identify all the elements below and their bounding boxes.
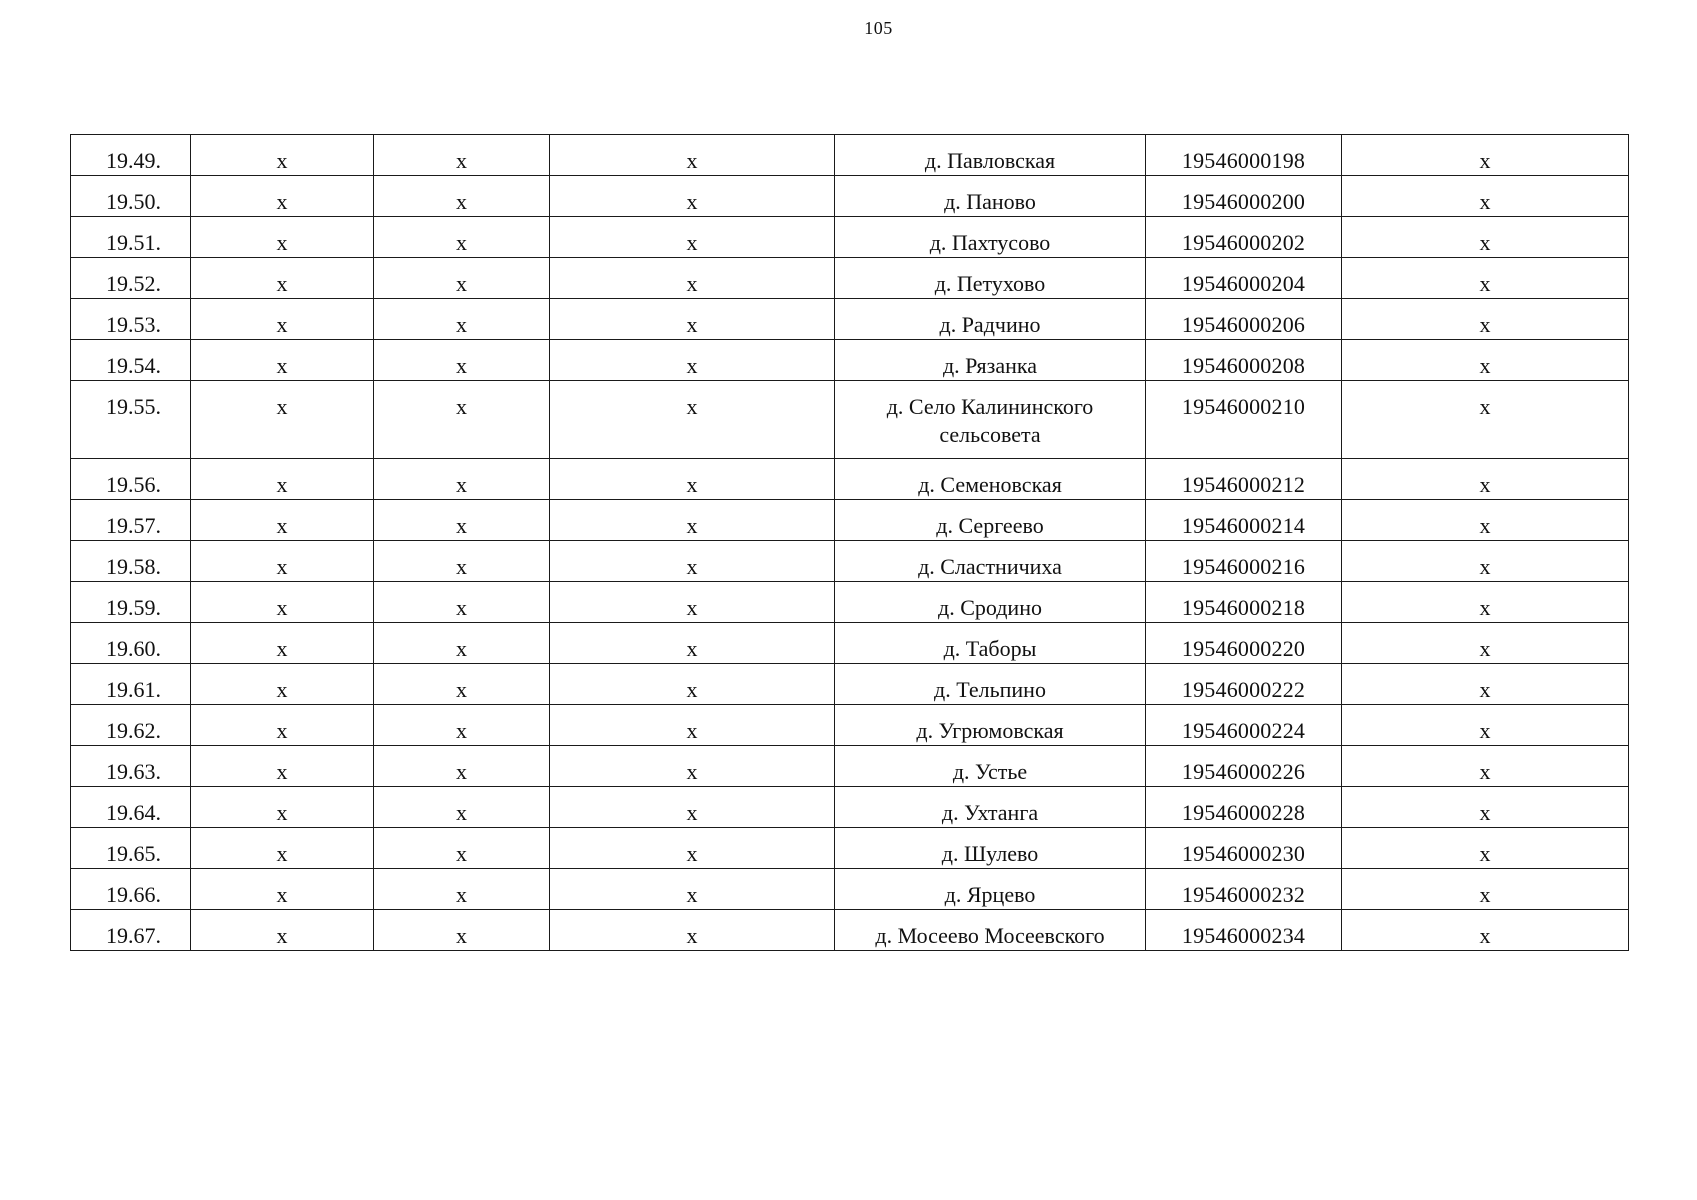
table-row [71,340,1629,381]
cell-col7: х [1342,135,1629,176]
table-row [71,135,1629,176]
cell-col3: х [374,500,550,541]
cell-col7: х [1342,828,1629,869]
cell-col3: х [374,340,550,381]
table-row [71,623,1629,664]
cell-col3: х [374,541,550,582]
table-row [71,869,1629,910]
table-row [71,258,1629,299]
settlement-name: д. Петухово [835,258,1146,299]
row-number: 19.53. [71,299,191,340]
row-number: 19.49. [71,135,191,176]
settlement-name: д. Пахтусово [835,217,1146,258]
oktmo-code: 19546000200 [1146,176,1342,217]
cell-col2: х [191,746,374,787]
oktmo-code: 19546000210 [1146,381,1342,459]
cell-col7: х [1342,746,1629,787]
settlements-table [70,134,1628,951]
cell-col2: х [191,340,374,381]
oktmo-code: 19546000198 [1146,135,1342,176]
row-number: 19.67. [71,910,191,951]
cell-col7: х [1342,910,1629,951]
cell-col4: х [550,381,835,459]
cell-col2: х [191,828,374,869]
row-number: 19.62. [71,705,191,746]
oktmo-code: 19546000216 [1146,541,1342,582]
row-number: 19.59. [71,582,191,623]
oktmo-code: 19546000218 [1146,582,1342,623]
table-row [71,381,1629,459]
settlement-name: д. Семеновская [835,459,1146,500]
settlement-name: д. Ухтанга [835,787,1146,828]
settlement-name: д. Устье [835,746,1146,787]
cell-col4: х [550,299,835,340]
settlement-name: д. Мосеево Мосеевского [835,910,1146,951]
settlement-name: д. Сергеево [835,500,1146,541]
table-row [71,828,1629,869]
cell-col4: х [550,258,835,299]
table-row [71,746,1629,787]
cell-col4: х [550,787,835,828]
cell-col4: х [550,500,835,541]
settlement-name: д. Радчино [835,299,1146,340]
cell-col7: х [1342,541,1629,582]
oktmo-code: 19546000234 [1146,910,1342,951]
cell-col2: х [191,258,374,299]
cell-col4: х [550,664,835,705]
cell-col4: х [550,176,835,217]
cell-col3: х [374,459,550,500]
table-row [71,582,1629,623]
cell-col4: х [550,828,835,869]
oktmo-code: 19546000220 [1146,623,1342,664]
cell-col3: х [374,176,550,217]
oktmo-code: 19546000222 [1146,664,1342,705]
oktmo-code: 19546000214 [1146,500,1342,541]
cell-col3: х [374,869,550,910]
row-number: 19.65. [71,828,191,869]
cell-col7: х [1342,299,1629,340]
cell-col7: х [1342,869,1629,910]
cell-col4: х [550,459,835,500]
cell-col2: х [191,299,374,340]
cell-col2: х [191,135,374,176]
row-number: 19.57. [71,500,191,541]
cell-col7: х [1342,381,1629,459]
cell-col4: х [550,746,835,787]
oktmo-code: 19546000230 [1146,828,1342,869]
table-body [71,135,1629,951]
cell-col3: х [374,910,550,951]
oktmo-code: 19546000232 [1146,869,1342,910]
cell-col4: х [550,340,835,381]
oktmo-code: 19546000212 [1146,459,1342,500]
row-number: 19.60. [71,623,191,664]
cell-col3: х [374,299,550,340]
cell-col4: х [550,705,835,746]
settlement-name: д. Таборы [835,623,1146,664]
row-number: 19.58. [71,541,191,582]
table-row [71,541,1629,582]
cell-col2: х [191,381,374,459]
row-number: 19.66. [71,869,191,910]
table-row [71,500,1629,541]
cell-col2: х [191,623,374,664]
table-row [71,787,1629,828]
table-row [71,176,1629,217]
cell-col7: х [1342,582,1629,623]
row-number: 19.64. [71,787,191,828]
table-row [71,459,1629,500]
cell-col3: х [374,705,550,746]
settlement-name: д. Шулево [835,828,1146,869]
settlement-name: д. Павловская [835,135,1146,176]
cell-col3: х [374,135,550,176]
settlement-name: д. Рязанка [835,340,1146,381]
row-number: 19.61. [71,664,191,705]
cell-col7: х [1342,340,1629,381]
cell-col2: х [191,869,374,910]
cell-col7: х [1342,623,1629,664]
table-row [71,705,1629,746]
oktmo-code: 19546000206 [1146,299,1342,340]
cell-col3: х [374,664,550,705]
settlement-name: д. Ярцево [835,869,1146,910]
oktmo-code: 19546000224 [1146,705,1342,746]
cell-col4: х [550,869,835,910]
cell-col4: х [550,582,835,623]
settlement-name: д. Угрюмовская [835,705,1146,746]
table-row [71,217,1629,258]
cell-col2: х [191,500,374,541]
cell-col2: х [191,910,374,951]
settlement-name: д. Село Калининского сельсовета [835,381,1146,459]
cell-col7: х [1342,664,1629,705]
cell-col3: х [374,787,550,828]
cell-col3: х [374,258,550,299]
oktmo-code: 19546000204 [1146,258,1342,299]
settlement-name: д. Сродино [835,582,1146,623]
cell-col2: х [191,459,374,500]
settlement-name: д. Тельпино [835,664,1146,705]
settlement-name: д. Паново [835,176,1146,217]
cell-col3: х [374,828,550,869]
table-row [71,299,1629,340]
cell-col7: х [1342,176,1629,217]
cell-col2: х [191,176,374,217]
cell-col2: х [191,705,374,746]
oktmo-code: 19546000226 [1146,746,1342,787]
cell-col7: х [1342,787,1629,828]
cell-col2: х [191,541,374,582]
row-number: 19.55. [71,381,191,459]
row-number: 19.50. [71,176,191,217]
cell-col2: х [191,664,374,705]
cell-col7: х [1342,258,1629,299]
page-number: 105 [864,18,893,38]
table-row [71,910,1629,951]
cell-col3: х [374,623,550,664]
cell-col7: х [1342,217,1629,258]
oktmo-code: 19546000228 [1146,787,1342,828]
oktmo-code: 19546000202 [1146,217,1342,258]
cell-col2: х [191,787,374,828]
cell-col2: х [191,217,374,258]
row-number: 19.63. [71,746,191,787]
cell-col3: х [374,582,550,623]
row-number: 19.54. [71,340,191,381]
cell-col3: х [374,746,550,787]
cell-col7: х [1342,459,1629,500]
settlement-name: д. Сластничиха [835,541,1146,582]
row-number: 19.51. [71,217,191,258]
cell-col4: х [550,217,835,258]
cell-col2: х [191,582,374,623]
cell-col4: х [550,541,835,582]
cell-col4: х [550,910,835,951]
cell-col7: х [1342,705,1629,746]
cell-col7: х [1342,500,1629,541]
cell-col3: х [374,381,550,459]
oktmo-code: 19546000208 [1146,340,1342,381]
row-number: 19.52. [71,258,191,299]
row-number: 19.56. [71,459,191,500]
cell-col3: х [374,217,550,258]
cell-col4: х [550,623,835,664]
table-row [71,664,1629,705]
cell-col4: х [550,135,835,176]
